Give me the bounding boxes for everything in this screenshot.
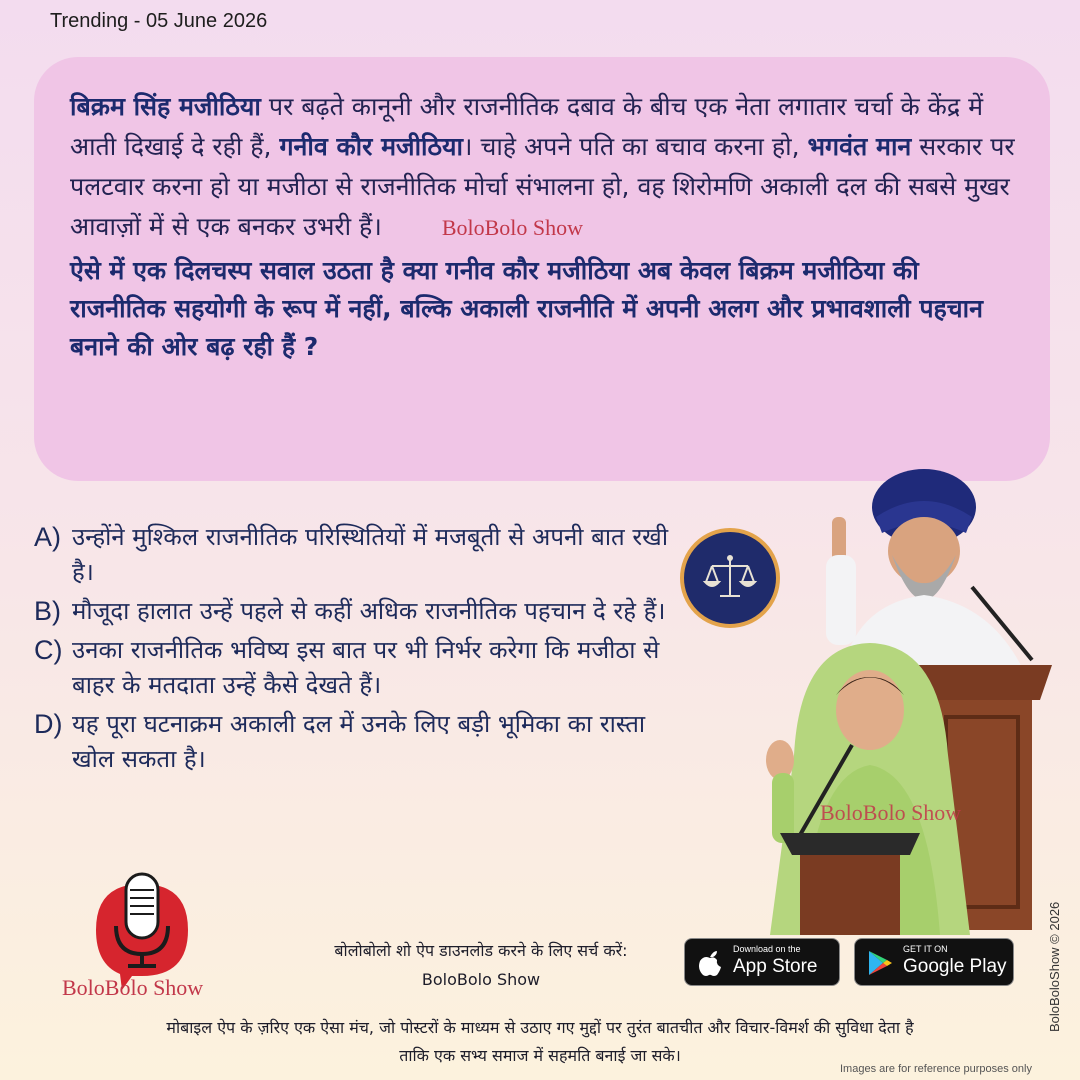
question-headline: ऐसे में एक दिलचस्प सवाल उठता है क्या गनीव कौर मजीठिया अब केवल बिक्रम मजीठिया की राजनीतिक सहयोगी के रूप में नहीं, बल्कि अकाली राजनीति में अपनी अलग और प्रभावशाली पहचान बनाने की ओर बढ़ रही हैं ?: [70, 256, 984, 361]
brand-logo-text: BoloBolo Show: [62, 975, 204, 1000]
app-store-label: App Store: [733, 956, 818, 977]
footer-line-2: ताकि एक सभ्य समाज में सहमति बनाई जा सके।: [399, 1046, 681, 1065]
politicians-illustration: [740, 455, 1080, 935]
name-bhagwant: भगवंत मान: [807, 132, 912, 161]
option-b[interactable]: [34, 594, 734, 629]
option-text: मौजूदा हालात उन्हें पहले से कहीं अधिक राजनीतिक पहचान दे रहे हैं।: [72, 597, 666, 625]
app-store-button[interactable]: [684, 938, 840, 986]
intro-text-3: सरकार पर पलटवार करना हो या मजीठा से राजनीतिक मोर्चा संभालना हो, वह शिरोमणि अकाली दल की सबसे मुखर आवाज़ों में से एक बनकर उभरी हैं।: [70, 132, 1015, 241]
option-text: यह पूरा घटनाक्रम अकाली दल में उनके लिए बड़ी भूमिका का रास्ता खोल सकता है।: [72, 710, 646, 773]
intro-text-1: पर बढ़ते कानूनी और राजनीतिक दबाव के बीच एक नेता लगातार चर्चा के केंद्र में आती दिखाई दे रही हैं,: [70, 92, 984, 161]
download-instructions: [296, 936, 666, 994]
footer-line-1: मोबाइल ऐप के ज़रिए एक ऐसा मंच, जो पोस्टरों के माध्यम से उठाए गए मुद्दों पर तुरंत बातचीत और विचार-विमर्श की सुविधा देता है: [166, 1018, 914, 1037]
trending-date: Trending - 05 June 2026: [50, 10, 268, 32]
copyright-text: BoloBoloShow © 2026: [1047, 901, 1062, 1032]
watermark-text: BoloBolo Show: [441, 215, 584, 240]
option-d[interactable]: [34, 707, 734, 777]
option-letter: C): [34, 635, 63, 665]
question-card: [34, 57, 1050, 481]
app-store-small-label: Download on the: [733, 944, 801, 954]
option-c[interactable]: [34, 633, 734, 703]
option-text: उन्होंने मुश्किल राजनीतिक परिस्थितियों में मजबूती से अपनी बात रखी है।: [72, 523, 669, 586]
option-text: उनका राजनीतिक भविष्य इस बात पर भी निर्भर करेगा कि मजीठा से बाहर के मतदाता उन्हें कैसे देखते हैं।: [72, 636, 660, 699]
option-letter: B): [34, 596, 61, 626]
intro-paragraph: [70, 87, 1022, 248]
footer-tagline: [40, 1014, 1040, 1070]
option-letter: D): [34, 709, 63, 739]
apple-icon: [697, 949, 723, 977]
download-line-hindi: बोलोबोलो शो ऐप डाउनलोड करने के लिए सर्च करें:: [334, 941, 628, 960]
google-play-button[interactable]: [854, 938, 1014, 986]
intro-text-2: । चाहे अपने पति का बचाव करना हो,: [463, 132, 808, 161]
image-disclaimer: Images are for reference purposes only: [840, 1063, 1032, 1075]
name-ganieve: गनीव कौर मजीठिया: [279, 132, 464, 161]
google-play-icon: [867, 949, 893, 977]
google-play-label: Google Play: [903, 956, 1007, 977]
photo-watermark: BoloBolo Show: [820, 800, 962, 825]
google-play-small-label: GET IT ON: [903, 944, 948, 954]
download-app-name: BoloBolo Show: [421, 970, 541, 989]
option-a[interactable]: [34, 520, 734, 590]
name-bikram: बिक्रम सिंह मजीठिया: [70, 92, 261, 121]
option-letter: A): [34, 522, 61, 552]
answer-options: [34, 520, 734, 781]
